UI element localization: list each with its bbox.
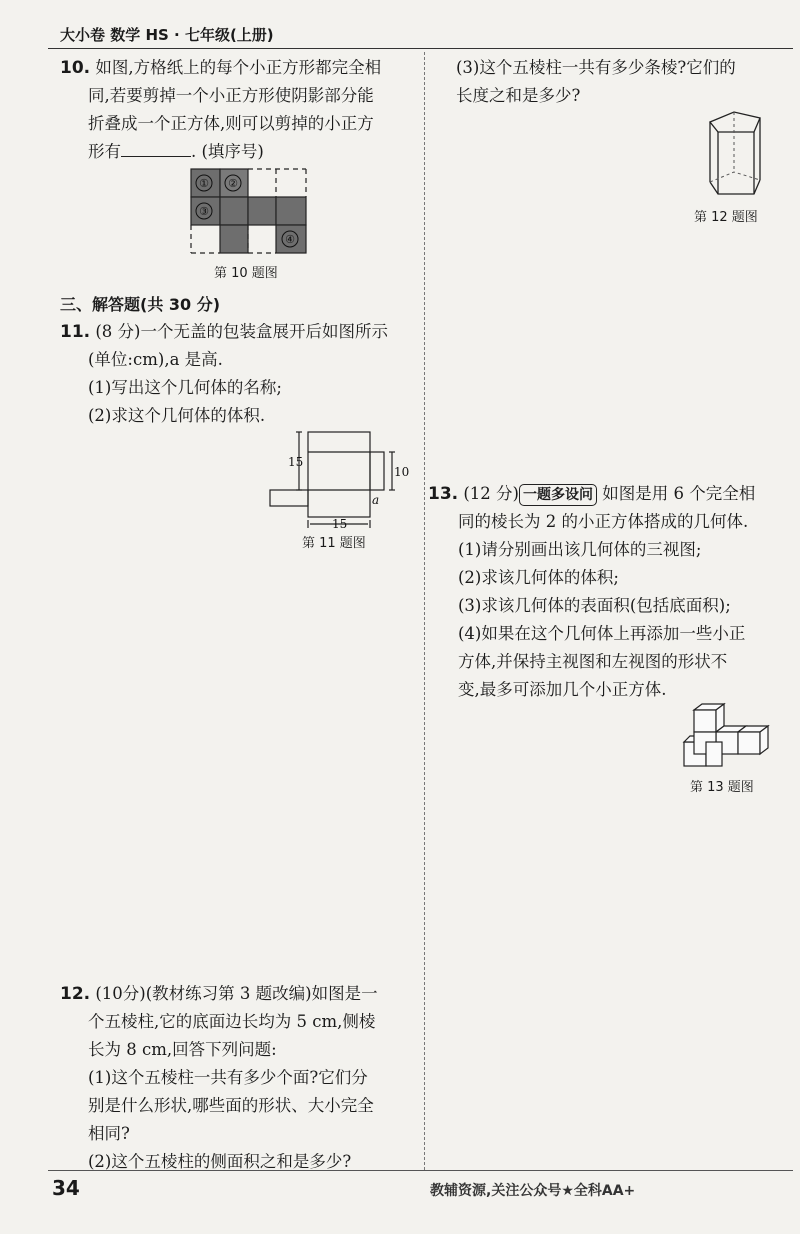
question-number: 11. [60, 322, 91, 342]
question-10 [60, 54, 420, 166]
question-number: 13. [428, 484, 459, 504]
question-text: 长为 8 cm,回答下列问题: [88, 1040, 277, 1059]
question-text: 长度之和是多少? [456, 86, 581, 105]
question-number: 12. [60, 984, 91, 1004]
question-12-continued [456, 54, 786, 110]
page-number: 34 [52, 1176, 80, 1200]
figure-12-caption: 第 12 题图 [694, 210, 758, 225]
question-text: 同的棱长为 2 的小正方体搭成的几何体. [458, 512, 749, 531]
question-11 [60, 318, 420, 430]
question-text: (1)写出这个几何体的名称; [88, 378, 282, 397]
grid-cell-label: ① [199, 177, 209, 190]
question-text: (2)这个五棱柱的侧面积之和是多少? [88, 1152, 352, 1171]
question-text: (10分)(教材练习第 3 题改编)如图是一 [95, 984, 378, 1003]
question-text: 同,若要剪掉一个小正方形使阴影部分能 [88, 86, 374, 105]
footer-rule [48, 1170, 793, 1171]
question-text: 如图是用 6 个完全相 [602, 484, 756, 503]
footer-text: 教辅资源,关注公众号★全科AA+ [430, 1183, 636, 1199]
question-text: (3)这个五棱柱一共有多少条棱?它们的 [456, 58, 736, 77]
grid-cell-label: ③ [199, 205, 209, 218]
question-text: (1)请分别画出该几何体的三视图; [458, 540, 702, 559]
dimension-label: 15 [288, 455, 304, 469]
grid-cell-label: ② [228, 177, 238, 190]
question-text: 形有 [88, 142, 121, 161]
question-text: 方体,并保持主视图和左视图的形状不 [458, 652, 728, 671]
question-text: (2)求这个几何体的体积. [88, 406, 266, 425]
figure-12-pentagonal-prism [700, 106, 768, 202]
question-text: (4)如果在这个几何体上再添加一些小正 [458, 624, 746, 643]
question-text: 变,最多可添加几个小正方体. [458, 680, 667, 699]
dimension-label: 10 [394, 465, 410, 479]
running-header: 大小卷 数学 HS · 七年级(上册) [60, 26, 274, 44]
question-badge: 一题多设问 [519, 484, 597, 506]
question-12 [60, 980, 420, 1176]
question-13 [428, 480, 788, 704]
question-text: (1)这个五棱柱一共有多少个面?它们分 [88, 1068, 368, 1087]
section-title: 三、解答题(共 30 分) [60, 295, 221, 314]
grid-cell-label: ④ [285, 233, 295, 246]
question-text: 折叠成一个正方体,则可以剪掉的小正方 [88, 114, 374, 133]
question-number: 10. [60, 58, 91, 78]
header-rule [48, 48, 793, 49]
question-score: (12 分) [463, 484, 519, 503]
question-text: 个五棱柱,它的底面边长均为 5 cm,侧棱 [88, 1012, 376, 1031]
figure-13-caption: 第 13 题图 [690, 780, 754, 795]
figure-10-grid [188, 166, 312, 258]
question-text: 相同? [88, 1124, 130, 1143]
figure-11-net [266, 424, 416, 530]
dimension-label: a [372, 493, 380, 507]
question-text: (单位:cm),a 是高. [88, 350, 223, 369]
column-divider [424, 52, 425, 1170]
figure-11-caption: 第 11 题图 [302, 536, 366, 551]
figure-13-cubes [680, 700, 780, 772]
answer-blank[interactable] [121, 142, 191, 157]
question-text: (8 分)一个无盖的包装盒展开后如图所示 [95, 322, 388, 341]
question-text: (3)求该几何体的表面积(包括底面积); [458, 596, 731, 615]
dimension-label: 15 [332, 517, 348, 530]
question-text: (2)求该几何体的体积; [458, 568, 619, 587]
question-text: 别是什么形状,哪些面的形状、大小完全 [88, 1096, 374, 1115]
question-text: . (填序号) [191, 142, 264, 161]
figure-10-caption: 第 10 题图 [214, 266, 278, 281]
question-text: 如图,方格纸上的每个小正方形都完全相 [95, 58, 382, 77]
